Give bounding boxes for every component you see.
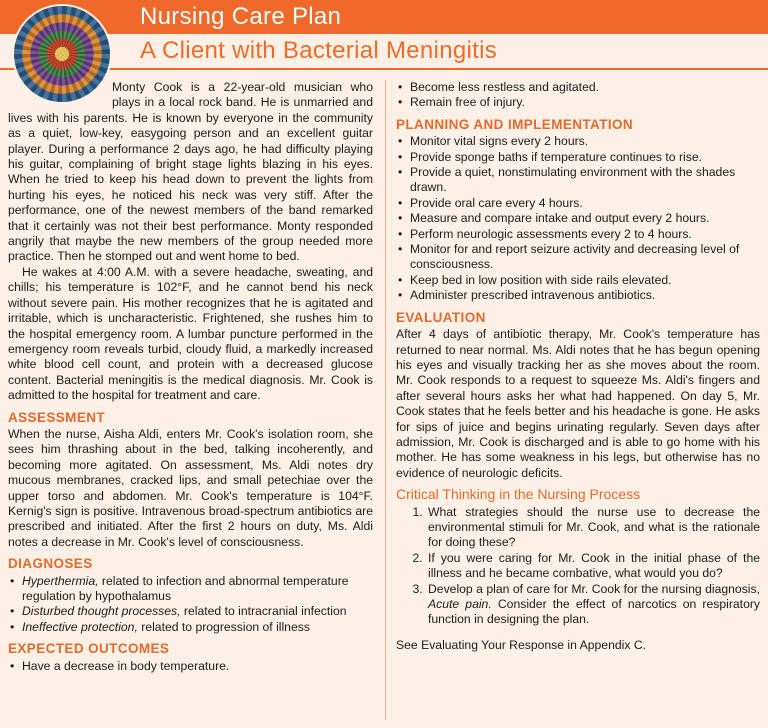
case-paragraph-1: Monty Cook is a 22-year-old musician who plays in a local rock band. He is unmarried and lives with his parents. He is known by everyone in the community as a quiet, low-key, easygoing person and an excellent guitar player. During a performance 2 days ago, he had difficulty playing his guitar, complaining of bright stage lights blazing in his eyes. When he tried to keep his head down to prevent the lights from hurting his eyes, he noticed his neck was very stiff. After the performance, one of the newest members of the band remarked that it certainly was not their best performance. Monty responded angrily that maybe the new members of the group needed more practice. Then he stomped out and went home to bed. bbox=[8, 80, 373, 264]
banner-subtitle: A Client with Bacterial Meningitis bbox=[140, 37, 498, 64]
list-item: • Perform neurologic assessments every 2 to 4 hours. bbox=[396, 227, 760, 242]
list-item: • Measure and compare intake and output every 2 hours. bbox=[396, 211, 760, 226]
outcomes-list-right bbox=[396, 80, 760, 111]
list-item: • Keep bed in low position with side rails elevated. bbox=[396, 273, 760, 288]
assessment-heading: ASSESSMENT bbox=[8, 409, 106, 425]
outcomes-list-left bbox=[8, 659, 373, 674]
list-item: • Monitor for and report seizure activity and decreasing level of consciousness. bbox=[396, 242, 760, 273]
list-item: • Remain free of injury. bbox=[396, 95, 760, 110]
list-item: • Disturbed thought processes, related to intracranial infection bbox=[8, 604, 373, 619]
list-item: • Provide sponge baths if temperature continues to rise. bbox=[396, 150, 760, 165]
list-item: • Monitor vital signs every 2 hours. bbox=[396, 134, 760, 149]
list-item: • Administer prescribed intravenous antibiotics. bbox=[396, 288, 760, 303]
diagnoses-heading: DIAGNOSES bbox=[8, 556, 93, 572]
list-item: • Have a decrease in body temperature. bbox=[8, 659, 373, 674]
banner-bar bbox=[0, 0, 768, 34]
list-item: 2. If you were caring for Mr. Cook in the initial phase of the illness and he became combative, what would you do? bbox=[426, 551, 760, 582]
banner-title: Nursing Care Plan bbox=[140, 3, 342, 30]
evaluation-text: After 4 days of antibiotic therapy, Mr. Cook's temperature has returned to near normal. Ms. Aldi notes that he has begun opening his eyes and visually tracking her as she moves about the room. Mr. Cook responds to a request to squeeze Ms. Aldi's fingers and after several hours asks her what had happened. On day 5, Mr. Cook states that he feels better and his headache is gone. He asks for sips of juice and begins urinating regularly. Seven days after admission, Mr. Cook is discharged and is able to go home with his mother. He has some weakness in his legs, but otherwise has no evidence of neurologic deficits. bbox=[396, 327, 760, 480]
list-item: 3. Develop a plan of care for Mr. Cook for the nursing diagnosis, Acute pain. Consider the effect of narcotics on respiratory function in designing the plan. bbox=[426, 582, 760, 628]
planning-list bbox=[396, 134, 760, 303]
list-item: • Become less restless and agitated. bbox=[396, 80, 760, 95]
diagnoses-list bbox=[8, 574, 373, 636]
list-item: 1. What strategies should the nurse use to decrease the environmental stimuli for Mr. Cook, and what is the rationale for doing these? bbox=[426, 505, 760, 551]
assessment-text: When the nurse, Aisha Aldi, enters Mr. Cook's isolation room, she sees him thrashing about in the bed, talking incoherently, and becoming more agitated. On assessment, Ms. Aldi notes dry mucous membranes, cracked lips, and small petechiae over the upper torso and abdomen. Mr. Cook's temperature is 104°F. Kernig's sign is positive. Intravenous broad-spectrum antibiotics are prescribed and initiated. After the first 2 hours on duty, Ms. Aldi notes a decrease in Mr. Cook's level of consciousness. bbox=[8, 426, 373, 549]
case-paragraph-2: He wakes at 4:00 A.M. with a severe headache, sweating, and chills; his temperature is 102°F, and he cannot bend his neck without severe pain. His mother recognizes that he is agitated and irritable, which is uncharacteristic. Frightened, she rushes him to the hospital emergency room. A lumbar puncture performed in the emergency room reveals turbid, cloudy fluid, a markedly increased white blood cell count, and protein with a decreased glucose content. Bacterial meningitis is the medical diagnosis. Mr. Cook is admitted to the hospital for treatment and care. bbox=[8, 264, 373, 403]
left-column bbox=[8, 80, 373, 674]
planning-heading: PLANNING AND IMPLEMENTATION bbox=[396, 116, 634, 132]
banner bbox=[0, 0, 768, 70]
outcomes-heading: EXPECTED OUTCOMES bbox=[8, 641, 170, 657]
column-divider bbox=[385, 80, 386, 720]
banner-rule bbox=[0, 68, 768, 70]
right-column bbox=[396, 80, 760, 653]
list-item: • Provide a quiet, nonstimulating environment with the shades drawn. bbox=[396, 165, 760, 196]
appendix-note: See Evaluating Your Response in Appendix C. bbox=[396, 637, 647, 652]
list-item: • Hyperthermia, related to infection and abnormal temperature regulation by hypothalamus bbox=[8, 574, 373, 605]
critical-thinking-heading: Critical Thinking in the Nursing Process bbox=[396, 486, 641, 503]
evaluation-heading: EVALUATION bbox=[396, 309, 486, 325]
list-item: • Ineffective protection, related to progression of illness bbox=[8, 620, 373, 635]
critical-thinking-list bbox=[396, 505, 760, 628]
list-item: • Provide oral care every 4 hours. bbox=[396, 196, 760, 211]
